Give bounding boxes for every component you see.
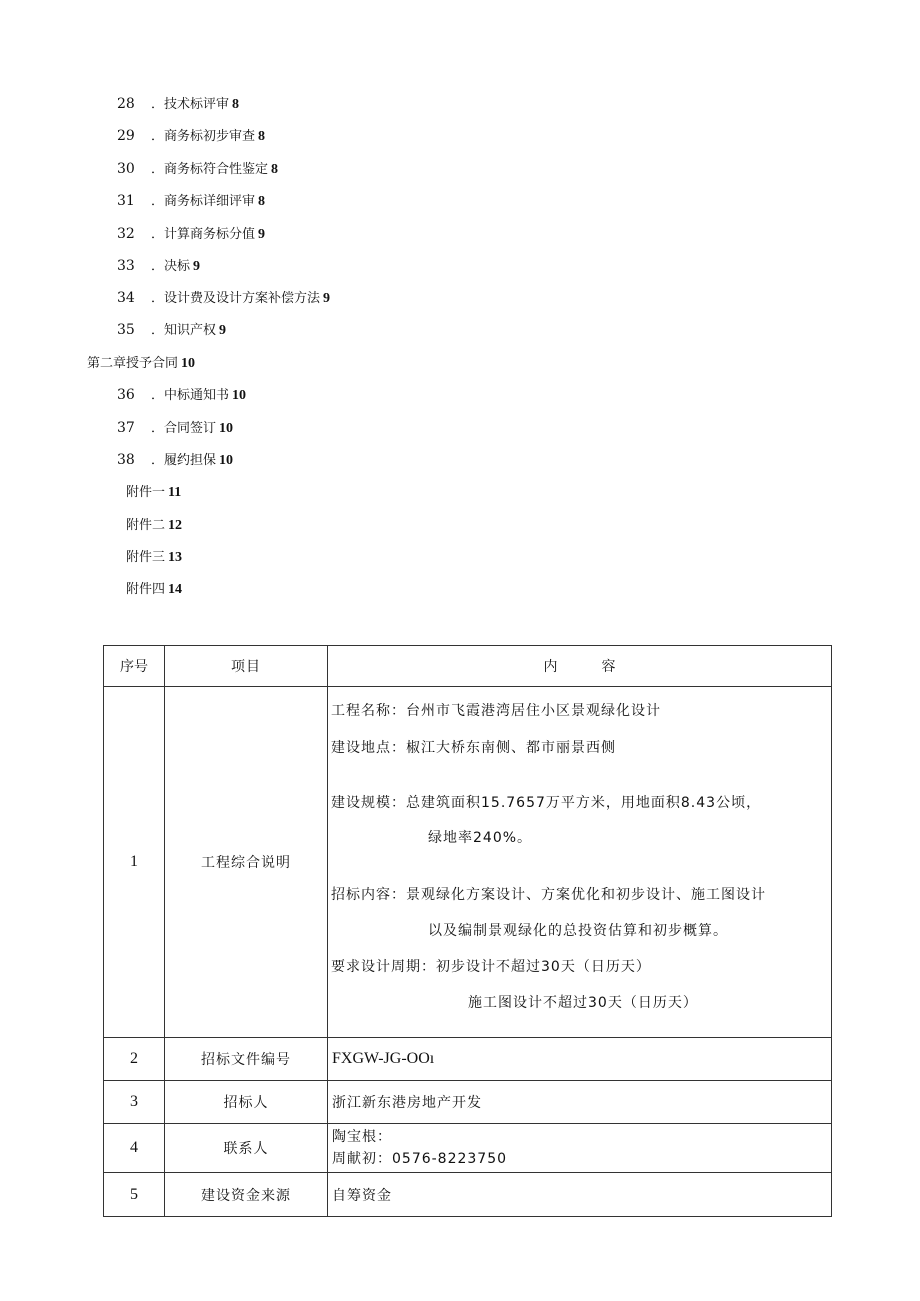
toc-entry[interactable] (117, 191, 265, 212)
content-line: 建设地点：椒江大桥东南侧、都市丽景西侧 (331, 740, 616, 756)
toc-entry[interactable] (117, 418, 233, 439)
toc-title: ．商务标符合性鉴定 (151, 162, 269, 177)
content-line: 施工图设计不超过30天（日历天） (468, 995, 698, 1011)
toc-page: 8 (271, 162, 279, 177)
row-number: 2 (104, 1038, 165, 1081)
header-content (328, 646, 832, 687)
toc-page: 8 (232, 97, 240, 112)
contact-line: 周献初：0576-8223750 (332, 1151, 508, 1167)
toc-number: 38 (117, 452, 135, 468)
toc-number: 33 (117, 258, 135, 274)
toc-page: 9 (323, 291, 331, 306)
toc-title: ．商务标详细评审 (151, 194, 256, 209)
content-line: 要求设计周期：初步设计不超过30天（日历天） (331, 959, 651, 975)
toc-number: 30 (117, 161, 135, 177)
toc-title: ．履约担保 (151, 453, 217, 468)
header-content-char: 容 (601, 659, 616, 675)
toc-chapter[interactable] (87, 353, 195, 374)
toc-appendix[interactable] (126, 482, 181, 503)
toc-page: 9 (219, 323, 227, 338)
header-content-char: 内 (543, 659, 558, 675)
row-item: 招标人 (165, 1081, 328, 1124)
toc-number: 32 (117, 226, 135, 242)
toc-title: ．设计费及设计方案补偿方法 (151, 291, 321, 306)
toc-title: ．中标通知书 (151, 388, 230, 403)
table-row (104, 1173, 832, 1217)
row-item: 招标文件编号 (165, 1038, 328, 1081)
toc-appendix[interactable] (126, 547, 182, 568)
toc-number: 37 (117, 420, 135, 436)
toc-title: ．合同签订 (151, 421, 217, 436)
funding-source: 自筹资金 (328, 1173, 832, 1217)
toc-number: 29 (117, 128, 135, 144)
toc-entry[interactable] (117, 256, 200, 277)
toc-page: 12 (168, 518, 183, 533)
row-number: 3 (104, 1081, 165, 1124)
toc-entry[interactable] (117, 450, 233, 471)
row-number: 1 (104, 687, 165, 1038)
toc-entry[interactable] (117, 224, 265, 245)
toc-page: 8 (258, 194, 266, 209)
toc-number: 36 (117, 387, 135, 403)
toc-page: 13 (168, 550, 183, 565)
table-row (104, 1038, 832, 1081)
toc-page: 10 (219, 453, 234, 468)
contact-line: 陶宝根： (332, 1129, 392, 1145)
contact-cell (328, 1124, 832, 1173)
tenderer: 浙江新东港房地产开发 (328, 1081, 832, 1124)
toc-page: 14 (168, 582, 183, 597)
toc-title: 附件二 (126, 518, 166, 533)
tender-doc-number: FXGW-JG-OOı (328, 1038, 832, 1081)
toc-entry[interactable] (117, 385, 246, 406)
toc-page: 9 (258, 227, 266, 242)
content-line: 工程名称：台州市飞霞港湾居住小区景观绿化设计 (331, 703, 661, 719)
table-row (104, 687, 832, 1038)
toc-title: ．知识产权 (151, 323, 217, 338)
row-number: 4 (104, 1124, 165, 1173)
toc-number: 28 (117, 96, 135, 112)
toc-number: 31 (117, 193, 135, 209)
toc-number: 35 (117, 322, 135, 338)
row-content (328, 687, 832, 1038)
toc-entry[interactable] (117, 288, 330, 309)
toc-title: 第二章授予合同 (87, 356, 179, 371)
toc-title: 附件一 (126, 485, 166, 500)
toc-appendix[interactable] (126, 515, 182, 536)
toc-title: ．决标 (151, 259, 191, 274)
toc-page: 9 (193, 259, 201, 274)
header-no: 序号 (104, 646, 165, 687)
row-item: 工程综合说明 (165, 687, 328, 1038)
toc-page: 11 (168, 485, 182, 500)
toc-title: 附件四 (126, 582, 166, 597)
toc-title: ．计算商务标分值 (151, 227, 256, 242)
toc-page: 10 (219, 421, 234, 436)
row-item: 建设资金来源 (165, 1173, 328, 1217)
toc-title: ．商务标初步审查 (151, 129, 256, 144)
toc-number: 34 (117, 290, 135, 306)
toc-entry[interactable] (117, 126, 265, 147)
toc-entry[interactable] (117, 320, 226, 341)
content-line: 建设规模：总建筑面积15.7657万平方米，用地面积8.43公顷， (331, 795, 762, 811)
row-number: 5 (104, 1173, 165, 1217)
project-info-table (103, 645, 832, 1217)
toc-appendix[interactable] (126, 579, 182, 600)
row-item: 联系人 (165, 1124, 328, 1173)
header-item: 项目 (165, 646, 328, 687)
content-line: 招标内容：景观绿化方案设计、方案优化和初步设计、施工图设计 (331, 887, 766, 903)
content-line: 以及编制景观绿化的总投资估算和初步概算。 (428, 923, 728, 939)
table-row (104, 1124, 832, 1173)
toc-page: 10 (232, 388, 247, 403)
table-row (104, 1081, 832, 1124)
table-header-row (104, 646, 832, 687)
toc-title: 附件三 (126, 550, 166, 565)
toc-title: ．技术标评审 (151, 97, 230, 112)
toc-entry[interactable] (117, 159, 278, 180)
toc-entry[interactable] (117, 94, 239, 115)
content-line: 绿地率240%。 (428, 830, 533, 846)
toc-page: 8 (258, 129, 266, 144)
toc-page: 10 (181, 356, 196, 371)
